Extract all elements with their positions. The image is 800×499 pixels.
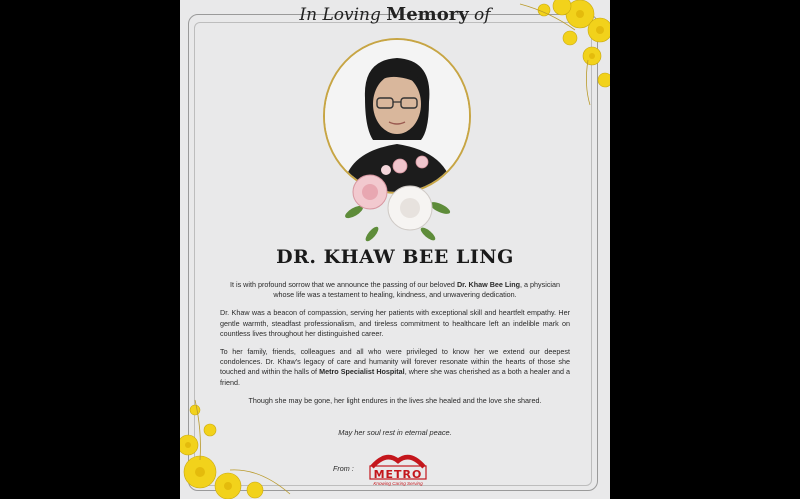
memorial-card [180, 0, 610, 499]
closing-line: May her soul rest in eternal peace. [338, 428, 452, 437]
heading-bold: Memory [386, 4, 469, 25]
message-body [220, 280, 570, 414]
p1-name-bold: Dr. Khaw Bee Ling [456, 280, 521, 289]
metro-tagline: Knowing Caring Serving [373, 481, 423, 486]
paragraph-2: Dr. Khaw was a beacon of compassion, serving her patients with exceptional skill and heartfelt empathy. Her gentle warmth, steadfast professionalism, and tireless commitment to healthcare left an indelible mark on countless lives throughout her distinguished career. [220, 308, 570, 338]
paragraph-3 [220, 347, 570, 388]
paragraph-1 [220, 280, 570, 300]
metro-logo-text: METRO [373, 468, 423, 481]
p3-text-c: , where she was cherished as a both a healer and a friend. [220, 367, 570, 387]
p3-text-a: To her family, friends, colleagues and all who were privileged to know her we extend our deepest condolences. Dr. Khaw's legacy of care and humanity will forever resonate within the hearts of those she touched and within the halls of [220, 347, 570, 377]
deceased-name: DR. KHAW BEE LING [276, 246, 514, 268]
p1-text-a: It is with profound sorrow that we announce the passing of our beloved [229, 280, 457, 289]
paragraph-4: Though she may be gone, her light endures in the lives she healed and the love she shared. [248, 395, 542, 405]
flower-bouquet [332, 150, 462, 245]
from-label: From : [333, 464, 354, 473]
p1-text-c: , a physician whose life was a testament to healing, kindness, and unwavering dedication. [273, 280, 560, 300]
p3-hospital-bold: Metro Specialist Hospital [319, 367, 405, 377]
heading [180, 4, 610, 25]
heading-pre: In Loving [299, 5, 387, 25]
heading-post: of [468, 5, 491, 25]
